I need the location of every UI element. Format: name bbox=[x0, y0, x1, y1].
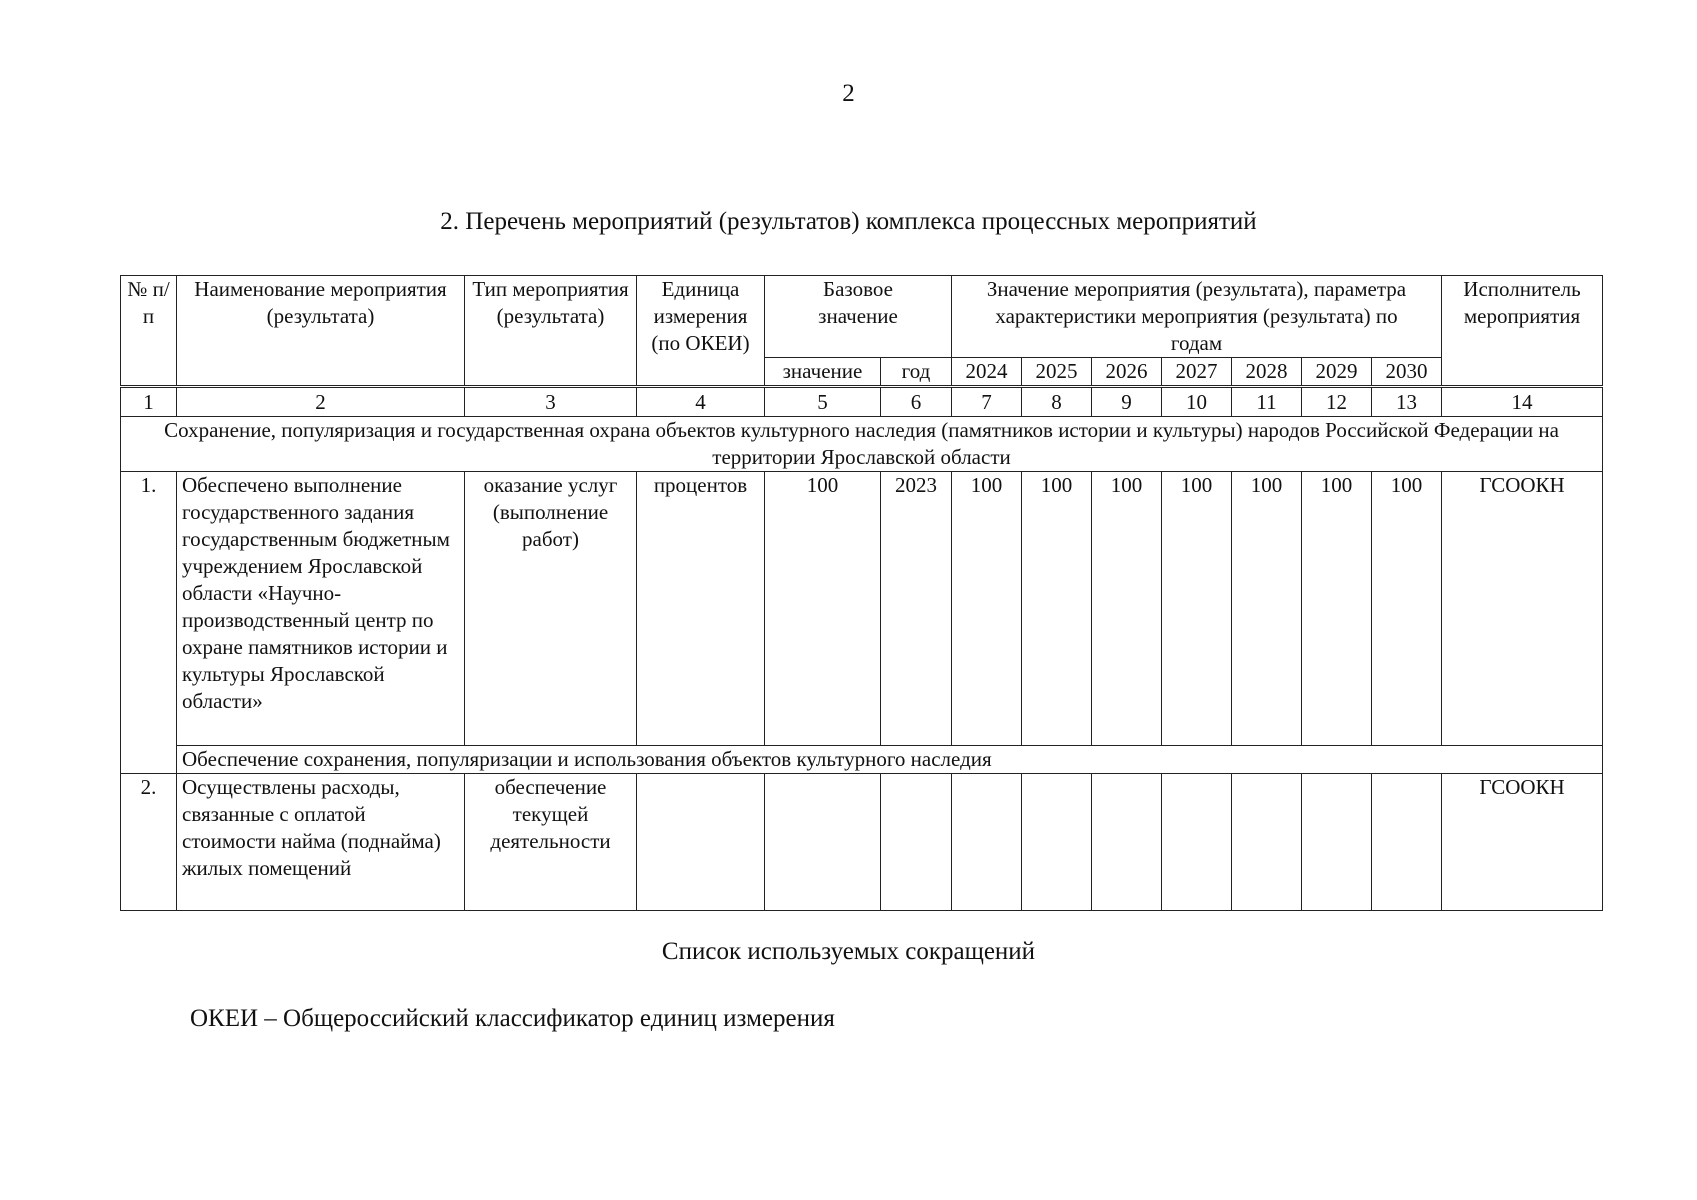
column-number: 13 bbox=[1372, 387, 1442, 417]
header-name: Наименование мероприятия (результата) bbox=[177, 276, 465, 387]
row-type: обеспечение текущей деятельности bbox=[465, 774, 637, 911]
group-heading-1: Сохранение, популяризация и государственная охрана объектов культурного наследия (памятников истории и культуры) народов Российской Федерации на территории Ярославской области bbox=[121, 417, 1603, 472]
row-value: 100 bbox=[1092, 472, 1162, 746]
column-number: 9 bbox=[1092, 387, 1162, 417]
row-value: 100 bbox=[1162, 472, 1232, 746]
row-value: 100 bbox=[1232, 472, 1302, 746]
row-base-year: 2023 bbox=[881, 472, 952, 746]
row-unit bbox=[637, 774, 765, 911]
row-base-value: 100 bbox=[765, 472, 881, 746]
row-value bbox=[1232, 774, 1302, 911]
column-number: 3 bbox=[465, 387, 637, 417]
header-type: Тип мероприятия (результата) bbox=[465, 276, 637, 387]
header-values: Значение мероприятия (результата), параметра характеристики мероприятия (результата) по годам bbox=[952, 276, 1442, 358]
section-title: 2. Перечень мероприятий (результатов) комплекса процессных мероприятий bbox=[440, 208, 1257, 235]
group-heading-2: Обеспечение сохранения, популяризации и использования объектов культурного наследия bbox=[177, 746, 1603, 774]
abbreviation-okei: ОКЕИ – Общероссийский классификатор единиц измерения bbox=[190, 1005, 835, 1032]
header-year: 2029 bbox=[1302, 358, 1372, 387]
row-base-year bbox=[881, 774, 952, 911]
row-type: оказание услуг (выполнение работ) bbox=[465, 472, 637, 746]
row-value: 100 bbox=[1372, 472, 1442, 746]
column-number: 7 bbox=[952, 387, 1022, 417]
header-row bbox=[121, 276, 1603, 358]
row-value bbox=[1022, 774, 1092, 911]
row-value bbox=[1162, 774, 1232, 911]
row-base-value bbox=[765, 774, 881, 911]
row-value: 100 bbox=[952, 472, 1022, 746]
header-year: 2024 bbox=[952, 358, 1022, 387]
column-number: 6 bbox=[881, 387, 952, 417]
page-number: 2 bbox=[842, 80, 855, 107]
header-num: № п/п bbox=[121, 276, 177, 387]
row-num: 2. bbox=[121, 774, 177, 911]
row-executor: ГСООКН bbox=[1442, 472, 1603, 746]
column-number: 12 bbox=[1302, 387, 1372, 417]
column-number: 5 bbox=[765, 387, 881, 417]
group-row-1 bbox=[121, 417, 1603, 472]
row-unit: процентов bbox=[637, 472, 765, 746]
row-value bbox=[1372, 774, 1442, 911]
row-num: 1. bbox=[121, 472, 177, 774]
abbreviations-title: Список используемых сокращений bbox=[661, 938, 1036, 965]
row-executor: ГСООКН bbox=[1442, 774, 1603, 911]
row-name: Обеспечено выполнение государственного задания государственным бюджетным учреждением Ярославской области «Научно-производственный центр по охране памятников истории и культуры Ярославской области» bbox=[177, 472, 465, 746]
header-unit: Единица измерения (по ОКЕИ) bbox=[637, 276, 765, 387]
column-number: 8 bbox=[1022, 387, 1092, 417]
header-executor: Исполнитель мероприятия bbox=[1442, 276, 1603, 387]
column-number: 2 bbox=[177, 387, 465, 417]
header-year: 2025 bbox=[1022, 358, 1092, 387]
column-number: 4 bbox=[637, 387, 765, 417]
row-value: 100 bbox=[1302, 472, 1372, 746]
table-row bbox=[121, 774, 1603, 911]
header-year: 2028 bbox=[1232, 358, 1302, 387]
row-name: Осуществлены расходы, связанные с оплатой стоимости найма (поднайма) жилых помещений bbox=[177, 774, 465, 911]
header-base: Базовое значение bbox=[765, 276, 952, 358]
header-year: 2027 bbox=[1162, 358, 1232, 387]
table-row bbox=[121, 472, 1603, 746]
column-number: 1 bbox=[121, 387, 177, 417]
column-number: 10 bbox=[1162, 387, 1232, 417]
group-row-2 bbox=[121, 746, 1603, 774]
column-number: 11 bbox=[1232, 387, 1302, 417]
column-number: 14 bbox=[1442, 387, 1603, 417]
header-year: 2026 bbox=[1092, 358, 1162, 387]
column-numbers-row bbox=[121, 387, 1603, 417]
activities-table bbox=[120, 275, 1603, 911]
header-base-value: значение bbox=[765, 358, 881, 387]
row-value bbox=[1092, 774, 1162, 911]
row-value bbox=[1302, 774, 1372, 911]
header-year: 2030 bbox=[1372, 358, 1442, 387]
row-value: 100 bbox=[1022, 472, 1092, 746]
row-value bbox=[952, 774, 1022, 911]
header-base-year: год bbox=[881, 358, 952, 387]
